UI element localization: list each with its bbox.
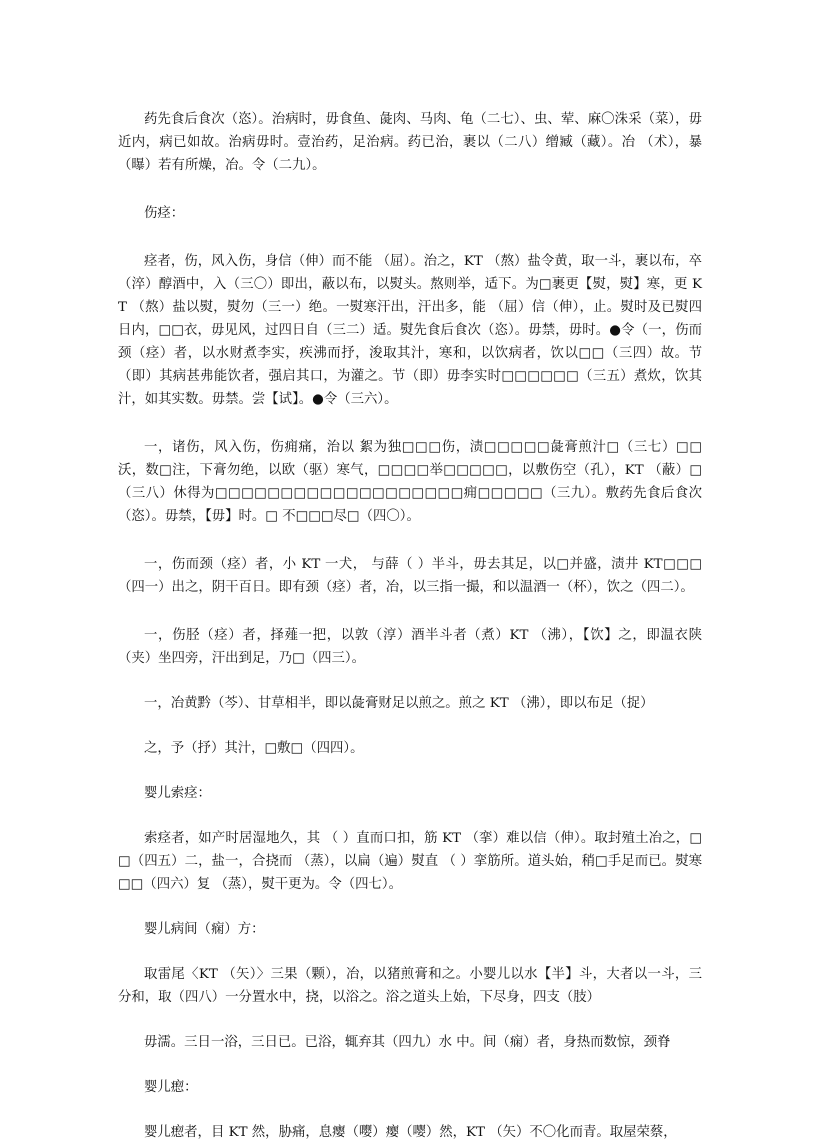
paragraph-gap bbox=[118, 528, 702, 553]
paragraph-6: 一，冶黄黔（芩）、甘草相半，即以彘膏财足以煎之。煎之 KT （沸），即以布足（捉） bbox=[144, 696, 654, 711]
paragraph-gap bbox=[118, 896, 702, 918]
paragraph-8: 索痉者，如产时居湿地久，其 （ ）直而口扣，筋 KT （挛）难以信（伸）。取封殖土冶之，□□（四五）二，盐一，合挠而 （蒸），以扁（遍）熨直 （ ）挛筋所。道头始，稍□手足而已。熨寒□□（四六）复 （蒸），熨干更为。令（四七）。 bbox=[118, 831, 702, 892]
paragraph-gap bbox=[118, 760, 702, 782]
paragraph-gap bbox=[118, 599, 702, 624]
paragraph-10: 毋濡。三日一浴，三日已。已浴，辄弃其（四九）水 中。间（痫）者，身热而数惊，颈脊 bbox=[144, 1035, 671, 1050]
paragraph-11: 婴儿瘛者，目 KT 然，胁痛，息瘿（嘤）瘿（嘤）然，KT （矢）不〇化而青。取屋荣蔡， bbox=[144, 1125, 677, 1140]
paragraph-gap bbox=[118, 941, 702, 963]
paragraph-gap bbox=[118, 1054, 702, 1076]
paragraph-gap bbox=[118, 225, 702, 250]
paragraph-gap bbox=[118, 715, 702, 737]
paragraph-2: 痉者，伤，风入伤，身信（伸）而不能 （屈）。治之，KT （熬）盐令黄，取一斗，裹以布，卒（淬）醇酒中，入（三〇）即出，蔽以布，以熨头。熬则举，适下。为□裹更【熨，熨】寒，更 KT （熬）盐以熨，熨勿（三一）绝。一熨寒汗出，汗出多，能 （屈）信（伸），止。熨时及已熨四日内，□□衣，毋见风，过四日自（三二）适。熨先食后食次（恣）。毋禁，毋时。●令（一，伤而颈（痉）者，以水财煮李实，疾沸而抒，浚取其汁，寒和，以饮病者，饮以□□（三四）故。节（即）其病甚弗能饮者，强启其口，为灌之。节（即）毋李实时□□□□□□（三五）煮炊，饮其汁，如其实数。毋禁。尝【试】。●令（三六）。 bbox=[118, 254, 702, 407]
section-heading-ying-er-chi: 婴儿瘛： bbox=[144, 1080, 198, 1095]
paragraph-9: 取雷尾〈KT （矢）〉三果（颗），冶，以猪煎膏和之。小婴儿以水【半】斗，大者以一斗，三分和，取（四八）一分置水中，挠，以浴之。浴之道头上始，下尽身，四支（肢） bbox=[118, 967, 702, 1005]
paragraph-gap bbox=[118, 1099, 702, 1121]
paragraph-gap bbox=[118, 1009, 702, 1031]
paragraph-gap bbox=[118, 805, 702, 827]
section-heading-ying-er-bing-xian: 婴儿病间（痫）方： bbox=[144, 922, 265, 937]
paragraph-gap bbox=[118, 411, 702, 436]
paragraph-gap bbox=[118, 177, 702, 202]
section-heading-shang-jing: 伤痉： bbox=[144, 206, 185, 221]
paragraph-4: 一，伤而颈（痉）者，小 KT 一犬， 与薛（ ）半斗，毋去其足，以□并盛，渍井 KT□□□（四一）出之，阴干百日。即有颈（痉）者，冶，以三指一撮，和以温酒一（杯），饮之（四二）。 bbox=[118, 557, 702, 595]
paragraph-1: 药先食后食次（恣）。治病时，毋食鱼、彘肉、马肉、龟（二七）、虫、荤、麻〇洙采（菜），毋近内，病已如故。治病毋时。壹治药，足治病。药已治，裹以（二八）缯臧（藏）。冶 （术），暴（曝）若有所燥，冶。令（二九）。 bbox=[118, 112, 702, 173]
paragraph-7: 之，予（抒）其汁，□敷□（四四）。 bbox=[144, 741, 364, 756]
paragraph-3: 一，诸伤，风入伤，伤痈痛，治以 絮为独□□□伤，渍□□□□□彘膏煎汁□（三七）□□沃，数□注，下膏勿绝，以欧（驱）寒气，□□□□举□□□□□，以敷伤空（孔），KT （蔽）□（三八）休得为□□□□□□□□□□□□□□□□□□□痈□□□□□（三九）。敷药先食后食次（恣）。毋禁，【毋】时。□ 不□□□尽□（四〇）。 bbox=[118, 440, 702, 524]
section-heading-ying-er-suo-jing: 婴儿索痉： bbox=[144, 786, 211, 801]
paragraph-5: 一，伤胫（痉）者，择薤一把，以敦（淳）酒半斗者（煮）KT （沸），【饮】之，即温衣陕（夹）坐四旁，汗出到足，乃□（四三）。 bbox=[118, 628, 702, 666]
document-page bbox=[118, 108, 702, 1144]
paragraph-gap bbox=[118, 670, 702, 692]
